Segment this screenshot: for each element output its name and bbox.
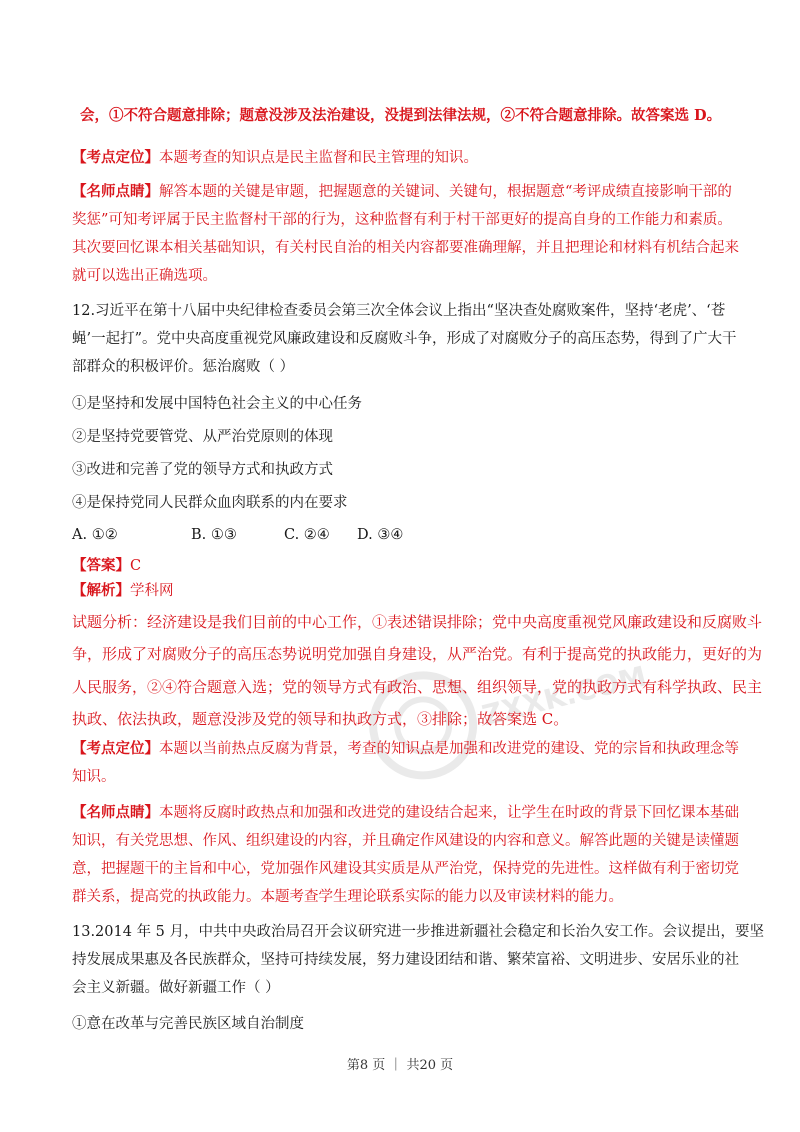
q13-item-1: ①意在改革与完善民族区域自治制度 <box>72 1016 304 1032</box>
mingshi-tag: 【名师点睛】 <box>72 183 159 200</box>
q12-option-a: A. ①② <box>72 527 118 543</box>
q12-analysis-line4: 执政、依法执政，题意没涉及党的领导和执政方式，③排除；故答案选 C。 <box>72 710 569 728</box>
jiexi-tag: 【解析】 <box>72 582 130 599</box>
page-footer: 第8 页 ｜ 共20 页 <box>346 1058 454 1073</box>
svg-text:ZXXK.COM: ZXXK.COM <box>478 659 650 733</box>
q12-option-b: B. ①③ <box>191 527 237 543</box>
q12-answer <box>72 556 141 576</box>
q13-stem-line2: 持发展成果惠及各民族群众，坚持可持续发展，努力建设团结和谐、繁荣富裕、文明进步、安居乐业的社 <box>72 952 739 968</box>
q12-analysis-line3: 人民服务，②④符合题意入选；党的领导方式有政治、思想、组织领导，党的执政方式有科学执政、民主 <box>72 678 763 696</box>
q11-mingshi-line4: 就可以选出正确选项。 <box>72 268 217 284</box>
kaodian-tag: 【考点定位】 <box>72 740 159 757</box>
mingshi-text: 解答本题的关键是审题，把握题意的关键词、关键句，根据题意“考评成绩直接影响干部的 <box>159 184 732 200</box>
prev-analysis-line: 会，①不符合题意排除；题意没涉及法治建设，没提到法律法规，②不符合题意排除。故答案选 D。 <box>80 107 722 124</box>
q12-option-d: D. ③④ <box>357 527 404 543</box>
q11-mingshi-line1 <box>72 182 732 202</box>
answer-value: C <box>130 558 142 574</box>
q12-mingshi-line3: 意，把握题干的主旨和中心，党加强作风建设其实质是从严治党，保持党的先进性。这样做有利于密切党 <box>72 861 739 877</box>
q12-kaodian-line2: 知识。 <box>72 769 116 785</box>
q12-jiexi <box>72 581 174 601</box>
q12-item-2: ②是坚持党要管党、从严治党原则的体现 <box>72 429 333 445</box>
kaodian-tag: 【考点定位】 <box>72 149 159 166</box>
q11-kaodian <box>72 148 478 168</box>
q12-item-4: ④是保持党同人民群众血肉联系的内在要求 <box>72 495 348 511</box>
q12-mingshi-line2: 知识，有关党思想、作风、组织建设的内容，并且确定作风建设的内容和意义。解答此题的关键是读懂题 <box>72 833 739 849</box>
q13-stem-line1: 13.2014 年 5 月，中共中央政治局召开会议研究进一步推进新疆社会稳定和长治久安工作。会议提出，要坚 <box>72 924 765 940</box>
q12-analysis-line1: 试题分析：经济建设是我们目前的中心工作，①表述错误排除；党中央高度重视党风廉政建设和反腐败斗 <box>72 613 763 631</box>
q12-stem-line1: 12.习近平在第十八届中央纪律检查委员会第三次全体会议上指出“坚决查处腐败案件，坚持‘老虎’、‘苍 <box>72 303 726 319</box>
mingshi-text: 本题将反腐时政热点和加强和改进党的建设结合起来，让学生在时政的背景下回忆课本基础 <box>159 805 739 821</box>
q13-stem-line3: 会主义新疆。做好新疆工作（ ） <box>72 980 280 996</box>
answer-tag: 【答案】 <box>72 557 130 574</box>
q12-item-3: ③改进和完善了党的领导方式和执政方式 <box>72 462 333 478</box>
q12-item-1: ①是坚持和发展中国特色社会主义的中心任务 <box>72 396 362 412</box>
q12-stem-line2: 蝇’一起打”。党中央高度重视党风廉政建设和反腐败斗争，形成了对腐败分子的高压态势，得到了广大干 <box>72 331 737 347</box>
q12-kaodian-line1 <box>72 739 739 759</box>
q12-analysis-line2: 争，形成了对腐败分子的高压态势说明党加强自身建设，从严治党。有利于提高党的执政能力，更好的为 <box>72 645 763 663</box>
mingshi-tag: 【名师点睛】 <box>72 804 159 821</box>
q12-stem-line3: 部群众的积极评价。惩治腐败（ ） <box>72 359 295 375</box>
kaodian-text: 本题考查的知识点是民主监督和民主管理的知识。 <box>159 150 478 166</box>
jiexi-source: 学科网 <box>130 583 174 599</box>
q11-mingshi-line2: 奖惩”可知考评属于民主监督村干部的行为，这种监督有利于村干部更好的提高自身的工作能力和素质。 <box>72 212 732 228</box>
q12-option-c: C. ②④ <box>284 527 330 543</box>
kaodian-text: 本题以当前热点反腐为背景，考查的知识点是加强和改进党的建设、党的宗旨和执政理念等 <box>159 741 739 757</box>
q12-mingshi-line4: 群关系，提高党的执政能力。本题考查学生理论联系实际的能力以及审读材料的能力。 <box>72 889 623 905</box>
q12-mingshi-line1 <box>72 803 739 823</box>
q11-mingshi-line3: 其次要回忆课本相关基础知识，有关村民自治的相关内容都要准确理解，并且把理论和材料有机结合起来 <box>72 240 739 256</box>
